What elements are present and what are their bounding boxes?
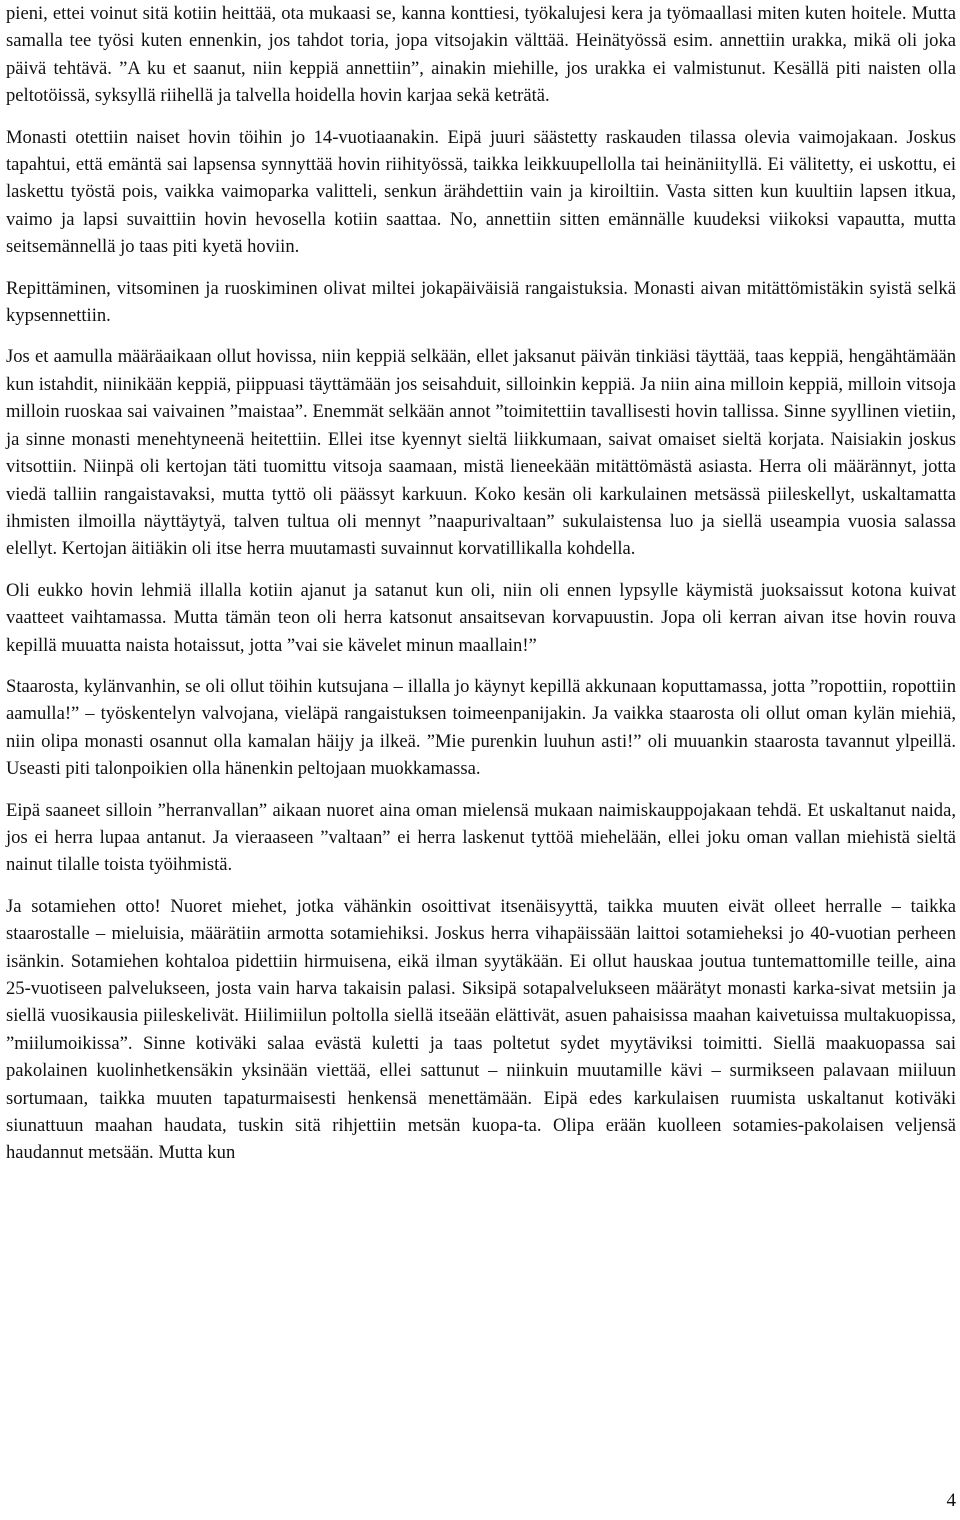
paragraph-2: Monasti otettiin naiset hovin töihin jo 14-vuotiaanakin. Eipä juuri säästetty raskauden tilassa olevia vaimojakaan. Joskus tapahtui, että emäntä sai lapsensa synnyttää hovin riihityössä, taikka leikkuupellolla tai heinäniityllä. Ei välitetty, ei uskottu, ei laskettu työstä pois, vaikka vaimoparka valitteli, senkun ärähdettiin vain ja kiroiltiin. Vasta sitten kun kuultiin lapsen itkua, vaimo ja lapsi suvaittiin hovin hevosella kotiin saattaa. No, annettiin sitten emännälle kuudeksi viikoksi vapautta, mutta seitsemännellä jo taas piti kyetä hoviin.: [6, 126, 956, 258]
paragraph-7: Eipä saaneet silloin ”herranvallan” aikaan nuoret aina oman mielensä mukaan naimiskauppojakaan tehdä. Et uskaltanut naida, jos ei herra lupaa antanut. Ja vieraaseen ”valtaan” ei herra laskenut tyttöä miehelään, ellei joku oman vallan miehistä sieltä nainut tilalle toista työihmistä.: [6, 799, 956, 876]
paragraph-8: Ja sotamiehen otto! Nuoret miehet, jotka vähänkin osoittivat itsenäisyyttä, taikka muuten eivät olleet herralle – taikka staarostalle – mieluisia, määrätiin armotta sotamiehiksi. Joskus herra vihapäissään laittoi sotamieheksi jo 40-vuotian perheen isänkin. Sotamiehen kohtaloa pidettiin hirmuisena, eikä ilman syytäkään. Ei ollut hauskaa joutua tuntemattomille teille, aina 25-vuotiseen palvelukseen, josta vain harva takaisin palasi. Siksipä sotapalvelukseen määrätyt monasti karka-sivat metsiin ja siellä vuosikausia piileskelivät. Hiilimiilun poltolla siellä itseään elättivät, asuen pahaisissa maahan kaivetuissa multakuopissa, ”miilumoikissa”. Sinne kotiväki salaa evästä kuletti ja taas poltetut sydet myytäviksi toimitti. Siellä maakuopassa sai pakolainen kuolinhetkensäkin yksinään viettää, ellei sattunut – niinkuin muutamille kävi – surmikseen palavaan miiluun sortumaan, taikka muuten tapaturmaisesti henkensä menettämään. Eipä edes karkulaisen ruumista uskaltanut kotiväki siunattuun maahan haudata, tuskin sitä rihjettiin metsän kuopa-ta. Olipa erään kuolleen sotamies-pakolaisen veljensä haudannut metsään. Mutta kun: [6, 895, 956, 1164]
paragraph-6: Staarosta, kylänvanhin, se oli ollut töihin kutsujana – illalla jo käynyt kepillä akkunaan koputtamassa, jotta ”ropottiin, ropottiin aamulla!” – työskentelyn valvojana, vieläpä rangaistuksen toimeenpanijakin. Ja vaikka staarosta oli ollut oman kylän miehiä, niin olipa monasti osannut olla kamalan häijy ja ilkeä. ”Mie purenkin luuhun asti!” oli muuankin staarosta tavannut ylpeillä. Useasti piti talonpoikien olla hänenkin peltojaan muokkamassa.: [6, 675, 956, 780]
page-number: 4: [946, 1490, 956, 1511]
paragraph-1: pieni, ettei voinut sitä kotiin heittää, ota mukaasi se, kanna konttiesi, työkalujesi kera ja työmaallasi miten kuten hoitele. Mutta samalla tee työsi kuten ennenkin, jos tahdot toria, jopa vitsojakin välttää. Heinätyössä esim. annettiin urakka, mikä oli joka päivä tehtävä. ”A ku et saanut, niin keppiä annettiin”, ainakin miehille, jos urakka ei valmistunut. Kesällä piti naisten olla peltotöissä, syksyllä riihellä ja talvella hoidella hovin karjaa sekä keträtä.: [6, 3, 956, 107]
paragraph-4: Jos et aamulla määräaikaan ollut hovissa, niin keppiä selkään, ellet jaksanut päivän tinkiäsi täyttää, taas keppiä, hengähtämään kun istahdit, niinikään keppiä, piippuasi täyttämään jos seisahduit, silloinkin keppiä. Ja niin aina milloin keppiä, milloin vitsoja milloin ruoskaa sai vaivainen ”maistaa”. Enemmät selkään annot ”toimitettiin tavallisesti hovin tallissa. Sinne syyllinen vietiin, ja sinne monasti menehtyneenä heitettiin. Ellei itse kyennyt sieltä liikkumaan, saivat omaiset sieltä korjata. Naisiakin joskus vitsottiin. Niinpä oli kertojan täti tuomittu vitsoja saamaan, mistä lieneekään mitättömästä asiasta. Herra oli määrännyt, jotta viedä talliin rangaistavaksi, mutta tyttö oli päässyt karkuun. Koko kesän oli karkulainen metsässä piileskellyt, uskaltamatta ihmisten ilmoilla näyttäytyä, talven tultua oli mennyt ”naapurivaltaan” sukulaistensa luo ja siellä useampia vuosia salassa elellyt. Kertojan äitiäkin oli itse herra muutamasti suvainnut korvatillikalla kohdella.: [6, 346, 956, 560]
paragraph-5: Oli eukko hovin lehmiä illalla kotiin ajanut ja satanut kun oli, niin oli ennen lypsylle käymistä juoksaissut kotona kuivat vaatteet vaihtamassa. Mutta tämän teon oli herra katsonut ansaitsevan korvapuustin. Jopa oli kerran aivan itse hovin rouva kepillä muuatta naista hotaissut, jotta ”vai sie kävelet minun maallain!”: [6, 579, 956, 656]
document-page: [6, 0, 956, 1181]
paragraph-3: Repittäminen, vitsominen ja ruoskiminen olivat miltei jokapäiväisiä rangaistuksia. Monasti aivan mitättömistäkin syistä selkä kypsennettiin.: [6, 277, 956, 327]
